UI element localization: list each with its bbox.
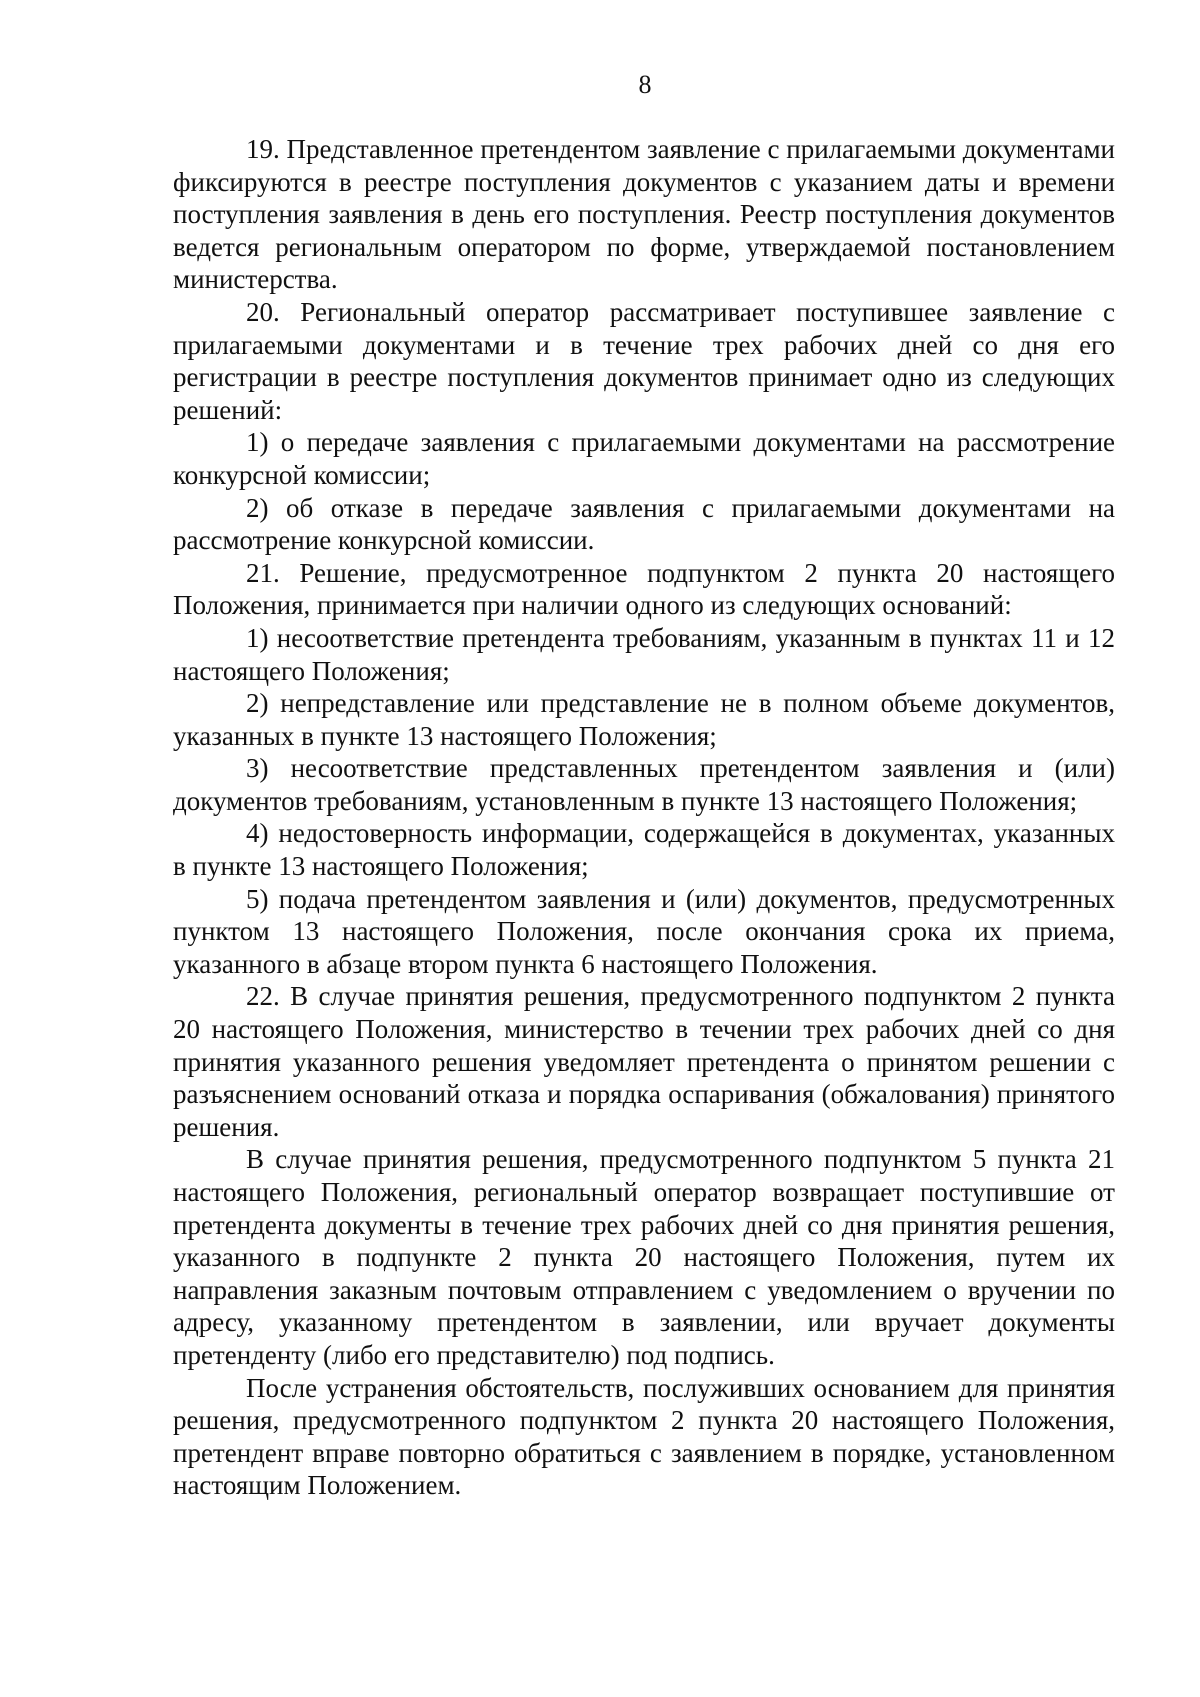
document-body bbox=[173, 133, 1115, 1502]
paragraph-21-item-5: 5) подача претендентом заявления и (или) документов, предусмотренных пунктом 13 настоящего Положения, после окончания срока их приема, указанного в абзаце втором пункта 6 настоящего Положения. bbox=[173, 883, 1115, 979]
paragraph-20: 20. Региональный оператор рассматривает поступившее заявление с прилагаемыми документами и в течение трех рабочих дней со дня его регистрации в реестре поступления документов принимает одно из следующих решений: bbox=[173, 296, 1115, 425]
page-number: 8 bbox=[638, 70, 652, 99]
paragraph-21-item-3: 3) несоответствие представленных претендентом заявления и (или) документов требованиям, установленным в пункте 13 настоящего Положения; bbox=[173, 753, 1115, 816]
paragraph-21-item-1: 1) несоответствие претендента требованиям, указанным в пунктах 11 и 12 настоящего Положения; bbox=[173, 622, 1115, 686]
paragraph-21-item-2: 2) непредставление или представление не в полном объеме документов, указанных в пункте 13 настоящего Положения; bbox=[173, 688, 1115, 751]
paragraph-22: 22. В случае принятия решения, предусмотренного подпунктом 2 пункта 20 настоящего Положения, министерство в течении трех рабочих дней со дня принятия указанного решения уведомляет претендента о принятом решении с разъяснением оснований отказа и порядка оспаривания (обжалования) принятого решения. bbox=[173, 981, 1115, 1142]
paragraph-21-item-4: 4) недостоверность информации, содержащейся в документах, указанных в пункте 13 настоящего Положения; bbox=[173, 818, 1115, 882]
paragraph-20-item-2: 2) об отказе в передаче заявления с прилагаемыми документами на рассмотрение конкурсной комиссии. bbox=[173, 492, 1115, 556]
paragraph-19: 19. Представленное претендентом заявление с прилагаемыми документами фиксируются в реестре поступления документов с указанием даты и времени поступления заявления в день его поступления. Реестр поступления документов ведется региональным оператором по форме, утверждаемой постановлением министерства. bbox=[173, 134, 1115, 295]
paragraph-20-item-1: 1) о передаче заявления с прилагаемыми документами на рассмотрение конкурсной комиссии; bbox=[173, 427, 1115, 490]
paragraph-22-part-3: После устранения обстоятельств, послуживших основанием для принятия решения, предусмотренного подпунктом 2 пункта 20 настоящего Положения, претендент вправе повторно обратиться с заявлением в порядке, установленном настоящим Положением. bbox=[173, 1372, 1115, 1501]
paragraph-22-part-2: В случае принятия решения, предусмотренного подпунктом 5 пункта 21 настоящего Положения, региональный оператор возвращает поступившие от претендента документы в течение трех рабочих дней со дня принятия решения, указанного в подпункте 2 пункта 20 настоящего Положения, путем их направления заказным почтовым отправлением с уведомлением о вручении по адресу, указанному претендентом в заявлении, или вручает документы претенденту (либо его представителю) под подпись. bbox=[173, 1144, 1115, 1370]
paragraph-21: 21. Решение, предусмотренное подпунктом 2 пункта 20 настоящего Положения, принимается при наличии одного из следующих оснований: bbox=[173, 557, 1115, 621]
